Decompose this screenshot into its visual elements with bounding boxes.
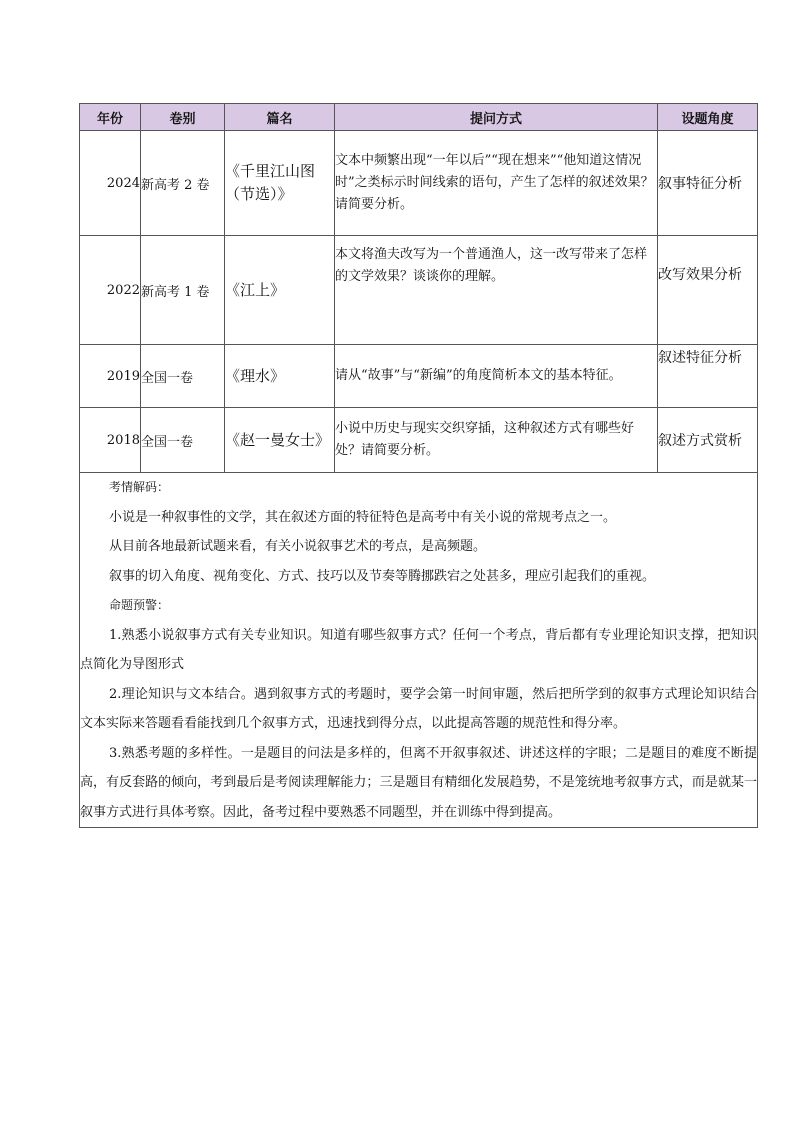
cell-year: 2022: [80, 236, 141, 345]
notes-row: [80, 473, 758, 828]
cell-year: 2019: [80, 345, 141, 408]
cell-year: 2018: [80, 408, 141, 473]
analysis-paragraph: 小说是一种叙事性的文学，其在叙述方面的特征特色是高考中有关小说的常规考点之一。: [109, 509, 617, 525]
header-angle: 设题角度: [658, 104, 758, 131]
header-paper: 卷别: [141, 104, 225, 131]
cell-year: 2024: [80, 131, 141, 236]
cell-title: 《赵一曼女士》: [225, 408, 335, 473]
exam-analysis-sheet: [79, 103, 757, 828]
table-header-row: [80, 104, 758, 131]
warning-item: 2.理论知识与文本结合。遇到叙事方式的考题时，要学会第一时间审题，然后把所学到的叙事方式理论知识结合文本实际来答题看看能找到几个叙事方式，迅速找到得分点，以此提高答题的规范性和得分率。: [80, 686, 757, 731]
cell-paper: 全国一卷: [141, 408, 225, 473]
cell-angle: 叙述特征分析: [658, 345, 758, 408]
cell-title: 《千里江山图（节选）》: [225, 131, 335, 236]
exam-question-table: [79, 103, 758, 828]
table-row: [80, 408, 758, 473]
notes-cell: [80, 473, 758, 828]
analysis-paragraph: 叙事的切入角度、视角变化、方式、技巧以及节奏等腾挪跌宕之处甚多，理应引起我们的重视。: [109, 568, 656, 584]
table-row: [80, 345, 758, 408]
table-row: [80, 236, 758, 345]
cell-title: 《江上》: [225, 236, 335, 345]
table-row: [80, 131, 758, 236]
cell-paper: 全国一卷: [141, 345, 225, 408]
cell-angle: 叙述方式赏析: [658, 408, 758, 473]
header-question: 提问方式: [335, 104, 658, 131]
warning-item: 3.熟悉考题的多样性。一是题目的问法是多样的，但离不开叙事叙述、讲述这样的字眼；二是题目的难度不断提高，有反套路的倾向，考到最后是考阅读理解能力；三是题目有精细化发展趋势，不是笼统地考叙事方式，而是就某一叙事方式进行具体考察。因此，备考过程中要熟悉不同题型，并在训练中得到提高。: [80, 745, 757, 820]
warning-heading: 命题预警：: [109, 598, 170, 612]
header-title: 篇名: [225, 104, 335, 131]
header-year: 年份: [80, 104, 141, 131]
cell-question: 本文将渔夫改写为一个普通渔人，这一改写带来了怎样的文学效果？谈谈你的理解。: [335, 236, 658, 345]
cell-question: 文本中频繁出现“一年以后”“现在想来”“他知道这情况时”之类标示时间线索的语句，产生了怎样的叙述效果？请简要分析。: [335, 131, 658, 236]
analysis-heading: 考情解码：: [109, 480, 170, 494]
cell-question: 请从“故事”与“新编”的角度简析本文的基本特征。: [335, 345, 658, 408]
analysis-paragraph: 从目前各地最新试题来看，有关小说叙事艺术的考点，是高频题。: [109, 539, 487, 554]
cell-paper: 新高考 1 卷: [141, 236, 225, 345]
cell-question: 小说中历史与现实交织穿插，这种叙述方式有哪些好处？请简要分析。: [335, 408, 658, 473]
warning-item: 1.熟悉小说叙事方式有关专业知识。知道有哪些叙事方式？任何一个考点，背后都有专业理论知识支撑，把知识点简化为导图形式: [80, 627, 757, 672]
cell-paper: 新高考 2 卷: [141, 131, 225, 236]
cell-angle: 叙事特征分析: [658, 131, 758, 236]
cell-title: 《理水》: [225, 345, 335, 408]
cell-angle: 改写效果分析: [658, 236, 758, 345]
